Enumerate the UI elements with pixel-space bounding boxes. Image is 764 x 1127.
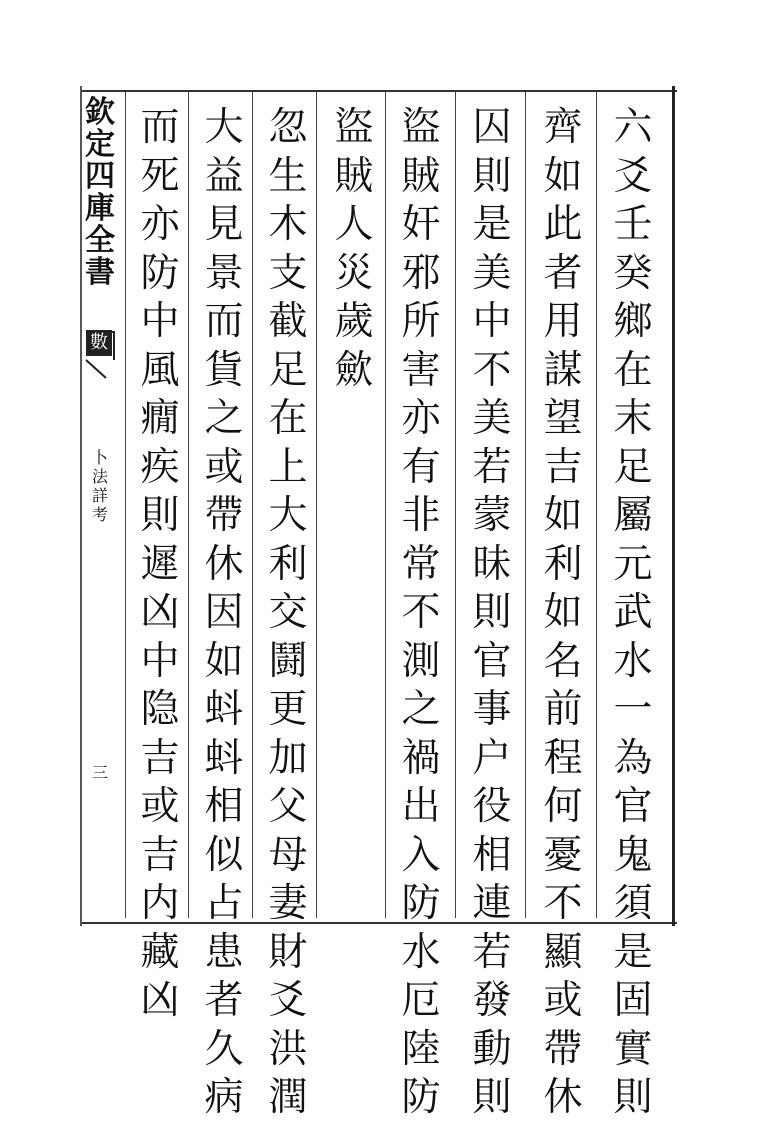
character: 鬪 [268, 638, 308, 684]
character: 利 [268, 541, 308, 587]
character: 久 [204, 1026, 244, 1072]
character: 在 [268, 396, 308, 441]
text-column [533, 105, 593, 1127]
character: 是 [472, 202, 512, 247]
character: 囚 [472, 105, 512, 150]
character: 支 [268, 250, 308, 296]
character: 財 [268, 929, 308, 975]
character: 奸 [401, 202, 441, 247]
character: 測 [401, 638, 441, 684]
character: 程 [543, 735, 583, 781]
character: 厄 [401, 978, 441, 1023]
character: 中 [140, 638, 180, 684]
character: 患 [204, 929, 244, 975]
character: 相 [204, 784, 244, 829]
character: 若 [472, 929, 512, 975]
character: 者 [204, 978, 244, 1023]
character: 景 [204, 250, 244, 296]
character: 元 [613, 541, 653, 587]
character: 癇 [140, 396, 180, 441]
character: 户 [472, 735, 512, 781]
character: 須 [613, 881, 653, 926]
character: 末 [613, 396, 653, 441]
character: 壬 [613, 202, 653, 247]
character: 則 [613, 1075, 653, 1120]
character: 洪 [268, 1026, 308, 1072]
character: 蒙 [472, 493, 512, 538]
text-column [258, 105, 318, 1127]
character: 邪 [401, 250, 441, 296]
character: 足 [268, 347, 308, 393]
character: 如 [543, 493, 583, 538]
character: 疾 [140, 444, 180, 490]
character: 盜 [401, 105, 441, 150]
column-rule [385, 92, 386, 918]
text-column [391, 105, 451, 1127]
character: 防 [140, 250, 180, 296]
character: 則 [472, 153, 512, 199]
character: 者 [543, 250, 583, 296]
character: 利 [543, 541, 583, 587]
character: 動 [472, 1026, 512, 1072]
character: 鄉 [613, 299, 653, 344]
character: 考 [91, 505, 108, 524]
character: 吉 [140, 735, 180, 781]
character: 役 [472, 784, 512, 829]
character: 如 [543, 590, 583, 635]
character: 凶 [140, 978, 180, 1023]
character: 災 [334, 250, 374, 296]
character: 木 [268, 202, 308, 247]
character: 盜 [334, 105, 374, 150]
character: 若 [472, 444, 512, 490]
character: 更 [268, 687, 308, 732]
column-rule [596, 92, 597, 918]
character: 益 [204, 153, 244, 199]
character: 休 [543, 1075, 583, 1120]
character: 美 [472, 396, 512, 441]
character: 隐 [140, 687, 180, 732]
character: 歛 [334, 347, 374, 393]
character: 亦 [140, 202, 180, 247]
character: 妻 [268, 881, 308, 926]
fold-mark: 數 [86, 330, 112, 356]
character: 因 [204, 590, 244, 635]
character: 欽 [85, 95, 115, 130]
character: 禍 [401, 735, 441, 781]
character: 凶 [140, 590, 180, 635]
character: 吉 [140, 832, 180, 878]
character: 官 [472, 638, 512, 684]
character: 則 [472, 590, 512, 635]
character: 武 [613, 590, 653, 635]
character: 此 [543, 202, 583, 247]
character: 母 [268, 832, 308, 878]
character: 官 [613, 784, 653, 829]
character: 法 [91, 467, 108, 486]
character: 定 [85, 127, 115, 162]
book-title [83, 95, 117, 290]
character: 則 [140, 493, 180, 538]
character: 而 [204, 299, 244, 344]
character: 顯 [543, 929, 583, 975]
section-title [88, 450, 112, 526]
character: 潤 [268, 1075, 308, 1120]
character: 藏 [140, 929, 180, 975]
character: 是 [613, 929, 653, 975]
character: 害 [401, 347, 441, 393]
character: 風 [140, 347, 180, 393]
character: 或 [140, 784, 180, 829]
character: 或 [543, 978, 583, 1023]
character: 中 [472, 299, 512, 344]
character: 陸 [401, 1026, 441, 1072]
text-column [324, 105, 384, 399]
character: 生 [268, 153, 308, 199]
character: 人 [334, 202, 374, 247]
character: 截 [268, 299, 308, 344]
text-column [130, 105, 190, 1030]
page-number: 三 [92, 763, 109, 782]
character: 歲 [334, 299, 374, 344]
character: 防 [401, 1075, 441, 1120]
character: 癸 [613, 250, 653, 296]
column-rule [455, 92, 456, 918]
character: 所 [401, 299, 441, 344]
text-column [603, 105, 663, 1127]
character: 如 [543, 153, 583, 199]
character: 賊 [401, 153, 441, 199]
frame-right-border [672, 86, 675, 926]
character: 昧 [472, 541, 512, 587]
character: 常 [401, 541, 441, 587]
character: 有 [401, 444, 441, 490]
character: 蚪 [204, 735, 244, 781]
text-column [194, 105, 254, 1127]
character: 防 [401, 881, 441, 926]
character: 見 [204, 202, 244, 247]
character: 水 [613, 638, 653, 684]
character: 不 [472, 347, 512, 393]
character: 吉 [543, 444, 583, 490]
character: 交 [268, 590, 308, 635]
character: 書 [85, 255, 115, 290]
text-column [462, 105, 522, 1127]
character: 似 [204, 832, 244, 878]
character: 而 [140, 105, 180, 150]
character: 在 [613, 347, 653, 393]
character: 蚪 [204, 687, 244, 732]
character: 貨 [204, 347, 244, 393]
column-rule [125, 92, 126, 918]
character: 水 [401, 929, 441, 975]
character: 名 [543, 638, 583, 684]
frame-left-border [80, 86, 82, 926]
character: 憂 [543, 832, 583, 878]
character: 鬼 [613, 832, 653, 878]
character: 連 [472, 881, 512, 926]
character: 父 [268, 784, 308, 829]
character: 則 [472, 1075, 512, 1120]
character: 出 [401, 784, 441, 829]
character: 相 [472, 832, 512, 878]
character: 詳 [91, 486, 108, 505]
character: 死 [140, 153, 180, 199]
character: 占 [204, 881, 244, 926]
character: 何 [543, 784, 583, 829]
character: 固 [613, 978, 653, 1023]
character: 休 [204, 541, 244, 587]
character: 帶 [204, 493, 244, 538]
character: 齊 [543, 105, 583, 150]
character: 不 [543, 881, 583, 926]
character: 六 [613, 105, 653, 150]
character: 事 [472, 687, 512, 732]
character: 不 [401, 590, 441, 635]
character: 大 [268, 493, 308, 538]
character: 實 [613, 1026, 653, 1072]
character: 足 [613, 444, 653, 490]
character: 之 [204, 396, 244, 441]
character: 一 [613, 687, 653, 732]
character: 爻 [268, 978, 308, 1023]
character: 如 [204, 638, 244, 684]
character: 大 [204, 105, 244, 150]
character: 美 [472, 250, 512, 296]
character: 中 [140, 299, 180, 344]
character: 亦 [401, 396, 441, 441]
character: 之 [401, 687, 441, 732]
character: 謀 [543, 347, 583, 393]
character: 或 [204, 444, 244, 490]
character: 遲 [140, 541, 180, 587]
character: 卜 [91, 448, 108, 467]
character: 庫 [85, 191, 115, 226]
character: 内 [140, 881, 180, 926]
character: 病 [204, 1075, 244, 1120]
character: 入 [401, 832, 441, 878]
character: 前 [543, 687, 583, 732]
character: 發 [472, 978, 512, 1023]
character: 帶 [543, 1026, 583, 1072]
character: 加 [268, 735, 308, 781]
character: 望 [543, 396, 583, 441]
column-rule [525, 92, 526, 918]
character: 上 [268, 444, 308, 490]
character: 忽 [268, 105, 308, 150]
character: 四 [85, 159, 115, 194]
character: 非 [401, 493, 441, 538]
character: 屬 [613, 493, 653, 538]
character: 為 [613, 735, 653, 781]
character: 全 [85, 223, 115, 258]
character: 用 [543, 299, 583, 344]
character: 賊 [334, 153, 374, 199]
character: 爻 [613, 153, 653, 199]
